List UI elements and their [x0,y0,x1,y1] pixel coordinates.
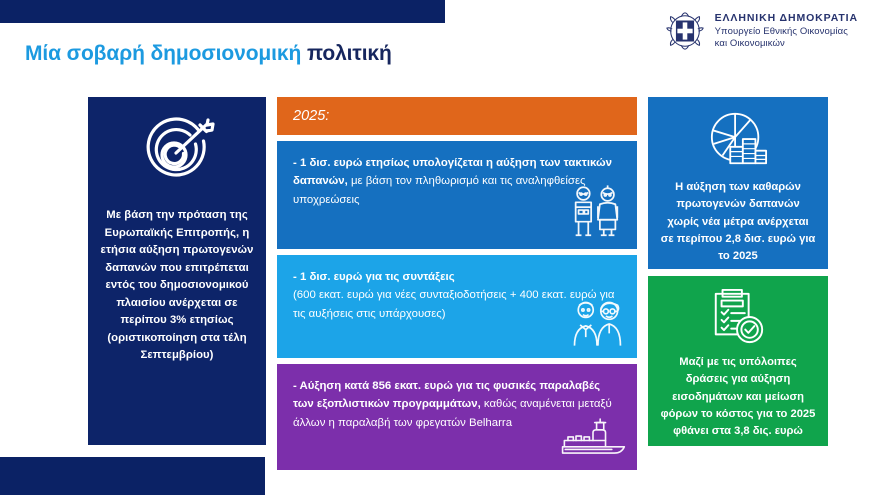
card-regular-expenditure [277,141,637,249]
right-column [648,97,828,446]
logo-title: ΕΛΛΗΝΙΚΗ ΔΗΜΟΚΡΑΤΙΑ [714,12,858,25]
page-title-rest: πολιτική [301,42,392,65]
greek-republic-coat-of-arms-icon [664,10,706,52]
card-2-bold: - 1 δισ. ευρώ για τις συντάξεις [293,271,455,283]
card-3-normal: καθώς αναμένεται μεταξύ άλλων η παραλαβή των φρεγατών Belharra [293,398,612,429]
page-title-highlight: Μία σοβαρή δημοσιονομική [25,42,302,65]
card-regular-expenditure-text [293,154,621,209]
left-panel-text: Με βάση την πρόταση της Ευρωπαϊκής Επιτροπής, η ετήσια αύξηση πρωτογενών δαπανών που επιτρέπεται εντός του δημοσιονομικού πλαισίου ανέρχεται σε περίπου 3% ετησίως (οριστικοποίηση στα τέλη Σεπτεμβρίου) [100,209,254,361]
target-arrow-icon [134,115,220,193]
card-net-primary-expenditure [648,97,828,269]
left-panel [88,97,266,445]
logo-subtitle-line2: και Οικονομικών [714,37,785,49]
card-pensions [277,255,637,358]
ministry-logo [664,10,858,52]
card-total-cost-text: Μαζί με τις υπόλοιπες δράσεις για αύξηση εισοδημάτων και μείωση φόρων το κόστος για το 2025 φθάνει στα 3,8 δις. ευρώ [660,356,816,438]
checklist-approved-icon [706,288,770,346]
card-1-bold: - 1 δισ. ευρώ ετησίως υπολογίζεται η αύξηση των τακτικών δαπανών, [293,157,612,188]
card-3-bold: - Αύξηση κατά 856 εκατ. ευρώ για τις φυσικές παραλαβές των εξοπλιστικών προγραμμάτων, [293,380,601,411]
card-net-primary-expenditure-text: Η αύξηση των καθαρών πρωτογενών δαπανών χωρίς νέα μέτρα ανέρχεται σε περίπου 2,8 δισ. ευρώ για το 2025 [660,181,816,263]
year-band-2025: 2025: [277,97,637,135]
center-column [277,97,637,470]
card-pensions-text [293,268,621,323]
card-2-normal: (600 εκατ. ευρώ για νέες συνταξιοδοτήσεις + 400 εκατ. ευρώ για τις αυξήσεις στις υπάρχουσες) [293,289,615,320]
card-defence-equipment-text [293,377,621,432]
page-title [25,42,392,66]
bottom-accent-bar [0,457,265,495]
card-1-normal: με βάση τον πληθωρισμό και τις αναληφθείσες υποχρεώσεις [293,175,586,206]
logo-subtitle-line1: Υπουργείο Εθνικής Οικονομίας [714,25,848,37]
card-total-cost [648,276,828,446]
pie-chart-coins-icon [703,109,773,171]
card-defence-equipment [277,364,637,470]
top-accent-bar [0,0,445,23]
content-columns [0,97,880,449]
